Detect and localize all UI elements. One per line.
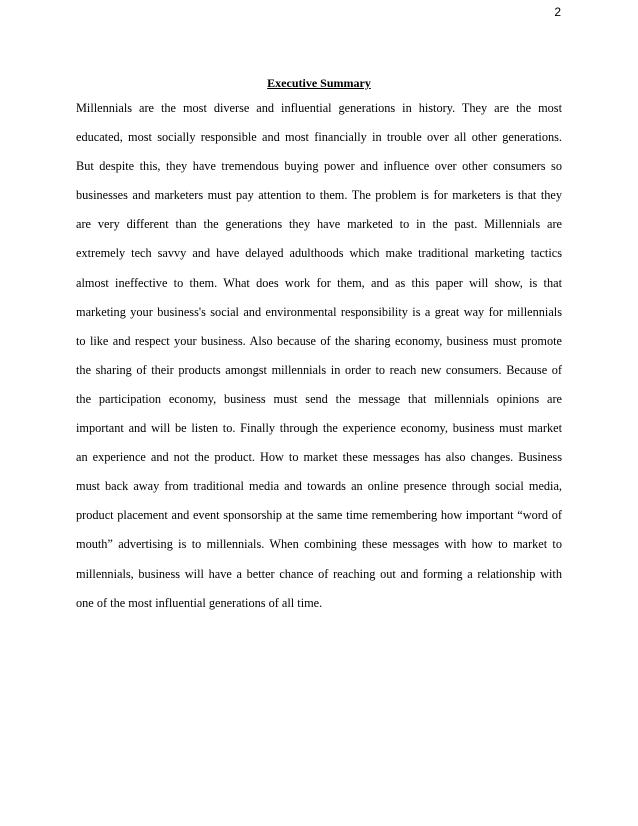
paragraph-line: educated, most socially responsible and most financially in trouble over all other generations. — [76, 130, 562, 145]
paragraph-line: Millennials are the most diverse and influential generations in history. They are the most — [76, 101, 562, 115]
page-number: 2 — [554, 5, 561, 19]
paragraph-line: to like and respect your business. Also because of the sharing economy, business must promote — [76, 333, 562, 348]
paragraph-line: the sharing of their products amongst millennials in order to reach new consumers. Because of — [76, 362, 562, 377]
paragraph-line: important and will be listen to. Finally through the experience economy, business must market — [76, 421, 562, 436]
paragraph-line: almost ineffective to them. What does work for them, and as this paper will show, is that — [76, 275, 562, 290]
paragraph-line: the participation economy, business must send the message that millennials opinions are — [76, 391, 562, 406]
paragraph-line: are very different than the generations they have marketed to in the past. Millennials are — [76, 217, 562, 232]
paragraph-line: must back away from traditional media and towards an online presence through social media, — [76, 479, 562, 494]
paragraph-line: an experience and not the product. How to market these messages has also changes. Business — [76, 450, 562, 465]
section-heading: Executive Summary — [267, 76, 371, 90]
paragraph-line: mouth” advertising is to millennials. When combining these messages with how to market to — [76, 537, 562, 552]
paragraph-line: businesses and marketers must pay attention to them. The problem is for marketers is that they — [76, 188, 562, 203]
paragraph-line: marketing your business's social and environmental responsibility is a great way for millennials — [76, 304, 562, 319]
paragraph-line: But despite this, they have tremendous buying power and influence over other consumers so — [76, 159, 562, 174]
paragraph-line: extremely tech savvy and have delayed adulthoods which make traditional marketing tactics — [76, 246, 562, 261]
paragraph-line: millennials, business will have a better chance of reaching out and forming a relationship with — [76, 566, 562, 581]
paragraph-line: product placement and event sponsorship at the same time remembering how important “word of — [76, 508, 562, 523]
paragraph-line: one of the most influential generations of all time. — [76, 595, 323, 610]
body-paragraph — [76, 97, 562, 621]
